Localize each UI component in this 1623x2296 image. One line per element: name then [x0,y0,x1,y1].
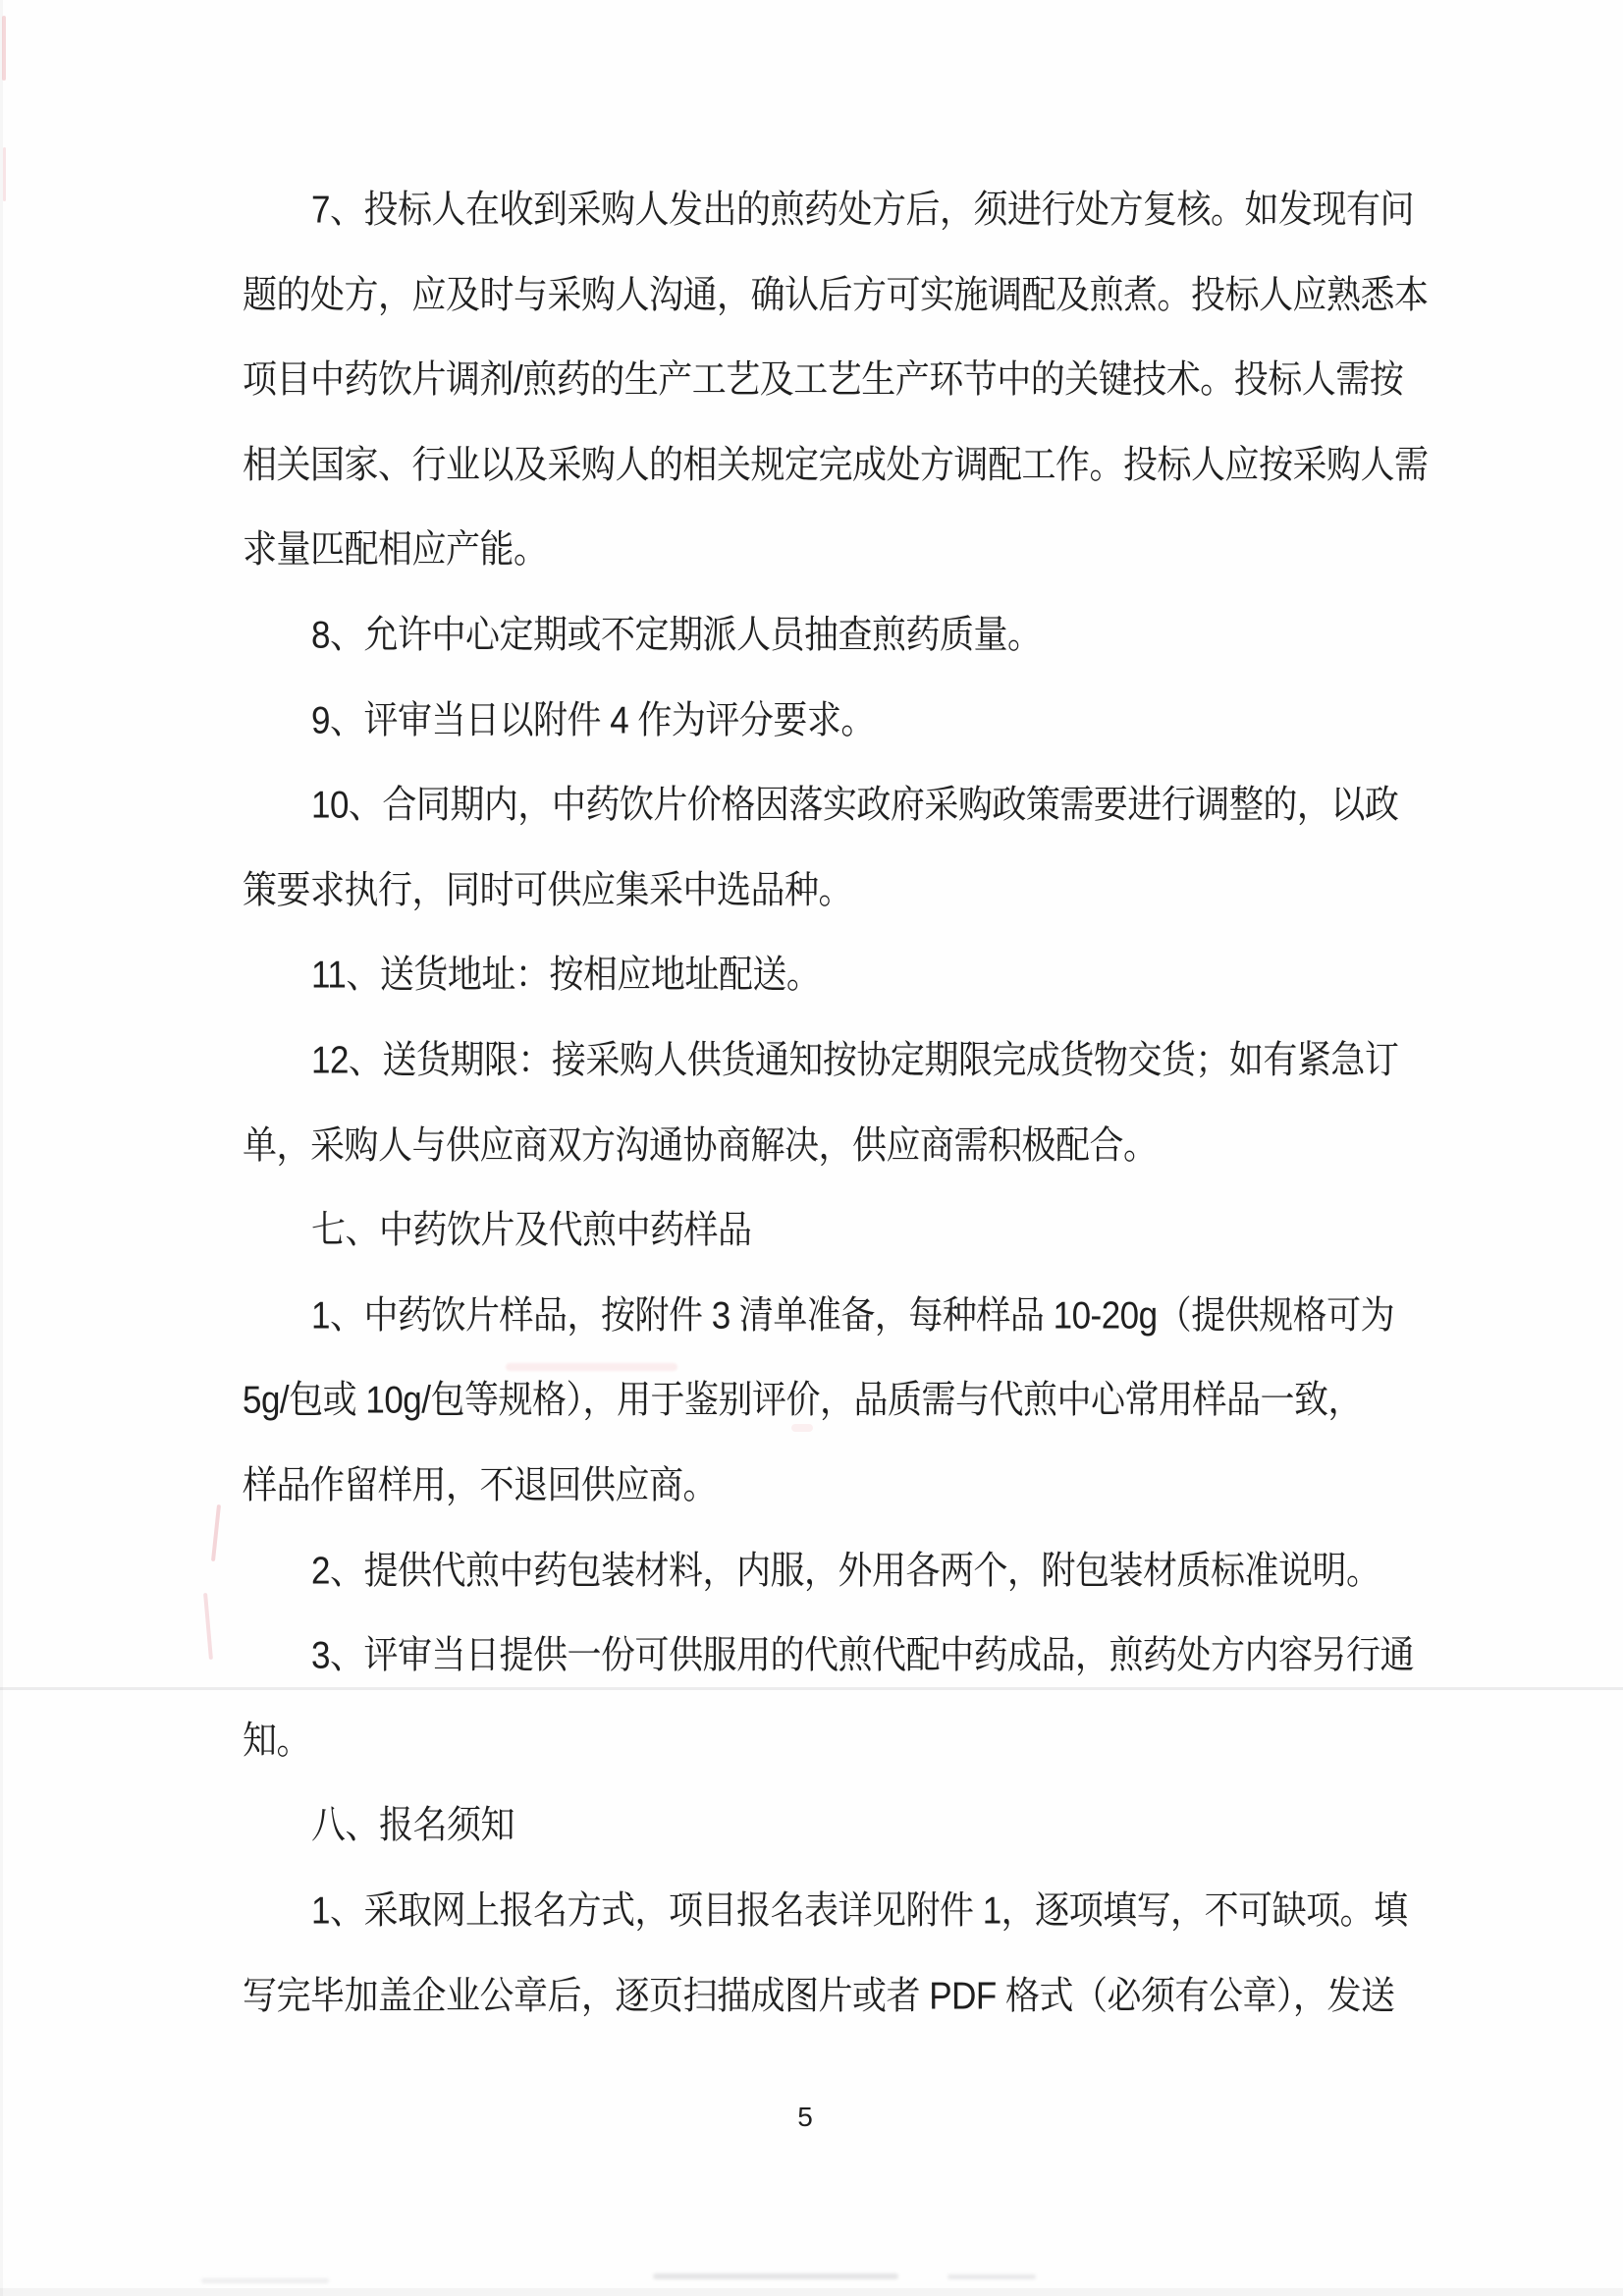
doc-line-item-12: 12、送货期限：接采购人供货通知按协定期限完成货物交货；如有紧急订 [311,1038,1399,1082]
doc-line-item-10: 10、合同期内，中药饮片价格因落实政府采购政策需要进行调整的，以政 [311,783,1399,827]
section-heading-seven: 七、中药饮片及代煎中药样品 [311,1208,752,1252]
red-pen-smudge [791,1424,813,1432]
doc-line: 相关国家、行业以及采购人的相关规定完成处方调配工作。投标人应按采购人需 [243,443,1429,487]
doc-line-item-1: 1、中药饮片样品，按附件 3 清单准备，每种样品 10-20g（提供规格可为 [311,1293,1395,1338]
doc-line-item-8: 8、允许中心定期或不定期派人员抽查煎药质量。 [311,613,1042,657]
scan-streak [0,1687,1623,1690]
doc-line: 项目中药饮片调剂/煎药的生产工艺及工艺生产环节中的关键技术。投标人需按 [243,357,1404,402]
doc-line: 样品作留样用，不退回供应商。 [243,1463,718,1507]
red-pen-mark [3,147,6,201]
red-pen-mark [211,1504,221,1561]
red-pen-mark [2,16,6,81]
scan-smudge [201,2278,329,2283]
doc-line: 策要求执行，同时可供应集采中选品种。 [243,868,853,912]
doc-line-item-9: 9、评审当日以附件 4 作为评分要求。 [311,698,875,742]
doc-line: 题的处方，应及时与采购人沟通，确认后方可实施调配及煎煮。投标人应熟悉本 [243,273,1429,317]
doc-line-item-2: 2、提供代煎中药包装材料，内服，外用各两个，附包装材质标准说明。 [311,1549,1380,1593]
doc-line: 求量匹配相应产能。 [243,527,548,572]
doc-line-item-3: 3、评审当日提供一份可供服用的代煎代配中药成品，煎药处方内容另行通 [311,1633,1414,1677]
doc-line-item-11: 11、送货地址：按相应地址配送。 [311,953,821,997]
doc-line: 5g/包或 10g/包等规格），用于鉴别评价，品质需与代煎中心常用样品一致， [243,1378,1363,1422]
scan-edge-shadow-bottom [0,2288,1623,2296]
doc-line-item-1b: 1、采取网上报名方式，项目报名表详见附件 1，逐项填写，不可缺项。填 [311,1888,1408,1933]
scan-smudge [653,2273,898,2279]
doc-line-item-7: 7、投标人在收到采购人发出的煎药处方后，须进行处方复核。如发现有问 [311,188,1414,232]
doc-line: 知。 [243,1719,311,1763]
doc-line: 写完毕加盖企业公章后，逐页扫描成图片或者 PDF 格式（必须有公章），发送 [243,1974,1395,2018]
doc-line: 单，采购人与供应商双方沟通协商解决，供应商需积极配合。 [243,1123,1158,1168]
scan-edge-shadow-left [0,0,3,2296]
red-pen-mark [203,1593,213,1660]
red-pen-smudge [506,1363,677,1371]
scan-smudge [947,2274,1036,2279]
page-number: 5 [797,2102,813,2132]
section-heading-eight: 八、报名须知 [311,1803,515,1847]
